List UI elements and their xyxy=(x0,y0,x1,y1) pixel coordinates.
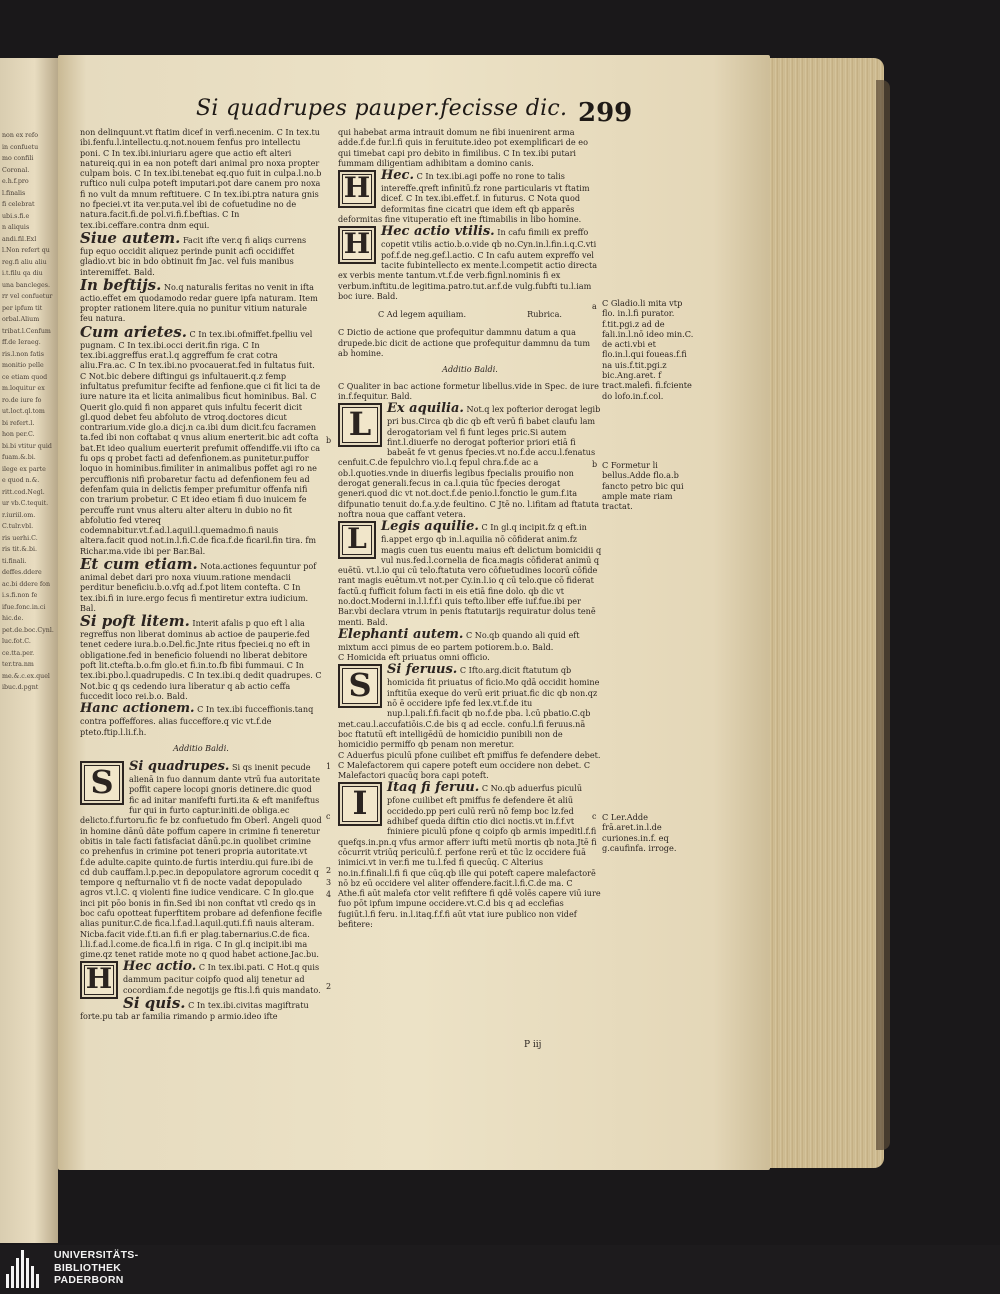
lemma-heading: Hanc actionem. xyxy=(80,701,195,717)
left-page-text-fragments xyxy=(2,130,56,1130)
left-page-fragment-line: ris tit.&.bi. xyxy=(2,546,37,553)
right-text-column xyxy=(338,127,602,1047)
left-page-fragment-line: Coronal. xyxy=(2,166,30,174)
logo-line: UNIVERSITÄTS- xyxy=(54,1249,139,1261)
lemma-heading: Si quis. xyxy=(123,994,186,1013)
left-page-fragment-line: ur vb.C.tequit. xyxy=(2,500,49,507)
paragraph: C Dictio de actione que profequitur dammnu datum a qua drupede.bic dicit de actione que profequitur dammnu da tum ab homine. xyxy=(338,327,590,359)
line-marker: 3 xyxy=(326,878,332,887)
left-page-fragment-line: me.&.c.ex.quel xyxy=(2,672,50,680)
margin-marker-c: c xyxy=(592,812,597,821)
left-page-fragment-line: in confuetu xyxy=(2,143,39,151)
paragraph: C Qualiter in bac actione formetur libellus.vide in Spec. de iure in.f.fequitur. Bald. xyxy=(338,380,599,401)
decorated-initial-l: L xyxy=(338,403,382,447)
paragraph: non delinquunt.vt ftatim dicef in verfi.necenim. C In tex.tu ibi.fenfu.l.intellectu.q.not.nouem fenfus pro intellectu poni. C In tex.ibi.iniuriaru agere que actio eft alteri natureiq.qui in ea non poteft dari animal pro noxa propter culpam bois. C In tex.ibi.tenebat eq.quo fuit in culpa.l.no.b ruftico nuli culpa poteft imputari.pot dare canem pro noxa fi no vult da mnum reftituere. C In tex.ibi.ptra natura gnis no fpeciei.vt ita ver.puta.vel ibi de cofuetudine no de natura.facit.fi.de pol.vi.fi.f.beftias. C In tex.ibi.ceffare.contra dnm equi. xyxy=(80,127,322,230)
left-page-fragment-line: r.iuriil.om. xyxy=(2,511,36,519)
line-marker: 2 xyxy=(326,982,332,991)
left-page-fragment-line: bi refert.l. xyxy=(2,419,35,427)
left-page-fragment-line: ro.de iure fo xyxy=(2,396,42,404)
running-title: Si quadrupes pauper.fecisse dic. xyxy=(196,96,568,121)
book-edge-shadow xyxy=(876,80,890,1150)
left-page-fragment-line: luc.fot.C. xyxy=(2,638,31,645)
left-page-fragment-line: ritt.cod.Negl. xyxy=(2,488,45,496)
lemma-heading: Hec actio. xyxy=(123,959,197,975)
left-page-fragment-line: una bancleges. xyxy=(2,281,50,289)
left-page-fragment-line: ut.loct.ql.tom xyxy=(2,408,45,415)
left-page-fragment-line: andi.fil.Exl xyxy=(2,235,37,243)
left-page-fragment-line: reg.fi aliu aliu xyxy=(2,258,47,266)
margin-note-a: C Gladio.li mita vtp flo. in.l.fi purator. f.tit.pgi.z ad de fali.in.l.nō ideo min.C. de acti.vbi et flo.in.l.qui foueas.f.fi na uis.f.tit.pgi.z bic.Ang.aret. f tract.malefi. fi.fciente do lofo.in.f.col. xyxy=(602,298,694,401)
logo-line: BIBLIOTHEK xyxy=(54,1261,122,1274)
left-page-fragment-line: per ipfum tit xyxy=(2,304,43,312)
left-page-fragment-line: orbal.Alium xyxy=(2,316,40,323)
rubric-line xyxy=(338,309,602,319)
left-page-fragment-line: non ex refo xyxy=(2,132,39,139)
left-page-fragment-line: ce.tta.per. xyxy=(2,649,35,657)
paragraph: Nota.actiones fequuntur pof animal debet dari pro noxa viuum.ratione mendacii perditur beneficiu.b.o.vfq ad.f.pot litem contefta. C In tex.ibi.fi in iure.ergo fecus fi mentiretur extra iudicium. Bal. xyxy=(80,560,317,613)
paragraph: No.q naturalis feritas no venit in ifta actio.effet em quodamodo redar guere ipfa naturam. Item propter rationem litere.quia no punitur vitium naturale feu natura. xyxy=(80,281,318,324)
folio-number: 299 xyxy=(578,98,633,128)
library-logo-icon xyxy=(6,1250,50,1290)
left-text-column xyxy=(80,127,322,1067)
paragraph: C In tex.ibi.agi poffe no rone to talis intereffe.qreft infinitū.fz rone particularis vt ftatim dicef. C In tex.ibi.effet.f. in futurus. C Nota quod deformitas fine cicatri que idem eft qb apparēs deformitas fine vituperatio eft ine ftimabilis in libo homine. xyxy=(338,171,590,225)
lemma-heading: Si quadrupes. xyxy=(129,759,230,775)
book-fore-edge xyxy=(764,58,884,1168)
decorated-initial-i: I xyxy=(338,782,382,826)
paragraph: Facit ifte ver.q fi aliqs currens fup equo occidit aliquez perinde punit acfi occidiffet gladio.vt bic in bdo obtinuit fm Jac. vel fuis manibus interemiffet. Bald. xyxy=(80,234,307,277)
left-page-fragment-line: ifue.fonc.in.ci xyxy=(2,603,46,611)
left-page-fragment-line: C.tulr.vbl. xyxy=(2,523,34,530)
left-page-fragment-line: deffes.ddere xyxy=(2,569,42,576)
left-page-fragment-line: rr vel confuetur xyxy=(2,293,53,300)
left-page-fragment-line: ilege ex parte xyxy=(2,465,46,473)
left-page-fragment-line: l.Non refert qu xyxy=(2,247,50,254)
margin-marker-c: c xyxy=(326,812,331,821)
paragraph: Si qs inenit pecude alienā in fuo dannum dante vtrū fua autoritate poffit capere locopi gnoris detinere.dic quod fic ad initar manifefti furti.ita & eft manifeftus fur qui in furto captur.initi.de obliga.ec delicto.f.furtoru.fic fe bz confuetudo fm Oberl. Angeli quod in homine dānū dāte poffum capere in crimine fi teneretur obitis in tale facti fatisfaciat dānū.pc.in quolibet crimine co prehenfus in crimine pot teneri propria autoritate.vt f.de adulte.capite quinto.de furtis interdiu.qui fure.ibi de cd dub cauffam.l.p.pec.in depopulatore agrorum cocedit q tempore q nefturnalio vt fi de nocte vadat depopulado agros vt.l.C. q violenti fine iudice vendicare. C In glo.que inci pit pōo bonis in fin.Sed ibi non conftat vtl credo qs in boc cafu opotteat fuperftitem probare ad defenfione fecifle alias punitur.C.de fica.l.f.ad.l.aquil.quti.f.fi nauis alteram. Nicba.facit vide.f.ti.an fi.fi er plag.tabernarius.C.de fica. l.li.f.ad.l.come.de fica.l.fi in riga. C In gl.q incipit.ibi ma gime.qz tenet ratide mote no q quod habet actione.Jac.bu. xyxy=(80,762,322,960)
logo-line: PADERBORN xyxy=(54,1274,124,1286)
line-marker: 1 xyxy=(326,762,332,771)
left-page-fragment-line: l.finalis xyxy=(2,189,26,197)
decorated-initial-h: H xyxy=(80,961,118,999)
left-page-fragment-line: ter.tra.nm xyxy=(2,661,34,668)
lemma-heading: Et cum etiam. xyxy=(80,554,198,573)
paragraph: C In gl.q incipit.fz q eft.in fi.appet ergo qb in.l.aquilia nō cōfiderat anim.fz magis cuen tus euentu maius eft delictum bomicidii q vul nus.fed.l.cornelia de fica.magis cōfiderat animū q euētū. vt.l.io qui cū telo.ftatuta vero cōfuetudines locorū cōfide rant magis euētum.vt not.per Cy.in.l.io q cū telo.que cō fiderat factū.q fufficit folum facti in eis etiā fine dolo. qb dic vt no.doct.Moderni in.l.l.f.f.i quis tefto.liber effe iuf.fue.ibi per Bar.vbi declara vtrum in penis ftatutarijs requiratur dolus tenē menti. Bald. xyxy=(338,522,602,627)
left-page-fragment-line: tribat.l.Cenfum xyxy=(2,327,51,335)
left-page-fragment-line: e quod n.&. xyxy=(2,477,40,484)
left-page-fragment-line: i.t.filu qa diu xyxy=(2,270,43,277)
left-page-edge xyxy=(0,58,58,1243)
lemma-heading: Itaq fi feruu. xyxy=(387,780,480,796)
margin-marker-b: b xyxy=(326,436,332,445)
left-page-fragment-line: ris.l.non fatis xyxy=(2,350,45,358)
paragraph: C No.qb aduerfus piculū pfone cuilibet eft pmiffus fe defendere ēt aliū occidedo.pp peri culū rerū nō femp boc lz.fed adhibef queda diftin ctio dici noctis.vt in.f.f.vt fniniere piculū pfone q coipfo qb armis impeditl.f.fi quefqs.in.pn.q vfus armor afferr iufti metū mortis qb nota.Jtē fi cōcurrit vtriūq periculū.f. perfone rerū et tūc lz occidere fuā inimici.vt in ver.fi me tu.l.fed fi quecūq. C Alterius no.in.f.finali.l.fi fi que cūq.qb ille qui poteft capere malefactorē nō bz eū occidere vel aliter offendere.facit.l.fi.C.de ma. C Athe.fi aūt malefa ctor velit refiftere fi qdē volēs capere viū iure fuo pōt ipfum impune occidere.vt.C.d bis q ad ecclefias fugiūt.l.fi feru. in.l.itaq.f.f.fi aūt vtat iure publico non videf befitere: xyxy=(338,783,601,929)
addition-heading: Additio Baldi. xyxy=(442,364,498,375)
lemma-heading: Siue autem. xyxy=(80,228,181,247)
line-marker: 4 xyxy=(326,890,332,899)
paragraph: qui habebat arma intrauit domum ne fibi inuenirent arma adde.f.de fur.l.fi quis in feruitute.ideo pot exemplificari de eo qui timebat capi pro debito in fimilibus. C In tex.ibi putari fummam diligentiam adhibitam a domino canis. xyxy=(338,127,588,168)
margin-marker-a: a xyxy=(592,302,597,311)
paragraph: C In tex.ibi fucceffionis.tanq contra poffeffores. alias fucceffore.q vic vt.f.de pteto.ftip.l.li.f.h. xyxy=(80,704,314,737)
left-page-fragment-line: bi.bi vtitur quid xyxy=(2,442,52,450)
lemma-heading: Hec actio vtilis. xyxy=(381,224,495,240)
left-page-fragment-line: ff.de Ieraeg. xyxy=(2,339,41,346)
left-page-fragment-line: pet.de.boc.Cynl. xyxy=(2,626,54,634)
addition-heading: Additio Baldi. xyxy=(173,742,229,753)
left-page-fragment-line: ac.bi ddere fon xyxy=(2,580,51,588)
lemma-heading: Si feruus. xyxy=(387,662,458,678)
decorated-initial-s: S xyxy=(338,664,382,708)
left-page-fragment-line: monitio pelle xyxy=(2,362,44,369)
left-page-fragment-line: ce etiam quod xyxy=(2,373,48,381)
lemma-heading: Ex aquilia. xyxy=(387,401,464,417)
lemma-heading: In beftijs. xyxy=(80,275,162,294)
paragraph: In cafu fimili ex preffo copetit vtilis actio.b.o.vide qb no.Cyn.in.l.fin.i.q.C.vti pof.f.de neg.gef.l.actio. C In cafu autem expreffo vel tacite fubintellecto ex mente.l.competit actio directa ex verbis mente tantum.vt.f.de verb.fignl.nominis fi ex verbum.inftitu.de legitima.patro.tut.ar.f.de vulg.fubfti tu.l.iam boc iure. Bald. xyxy=(338,227,598,301)
decorated-initial-h: H xyxy=(338,226,376,264)
left-page-fragment-line: fuam.&.bi. xyxy=(2,454,36,461)
lemma-heading: Hec. xyxy=(381,168,414,184)
rubric-label: Rubrica. xyxy=(527,309,562,320)
left-page-fragment-line: n aliquis xyxy=(2,224,30,231)
decorated-initial-l: L xyxy=(338,521,376,559)
left-page-fragment-line: ubi.s.fi.e xyxy=(2,212,30,220)
left-page-fragment-line: m.loquitur ex xyxy=(2,385,45,392)
paragraph: C No.qb quando ali quid eft mixtum acci pimus de eo partem potiorem.b.o. Bald. xyxy=(338,629,580,652)
left-page-fragment-line: hon per.C. xyxy=(2,431,35,438)
rubric-title: C Ad legem aquiliam. xyxy=(378,309,467,320)
left-page-fragment-line: fi celebrat xyxy=(2,201,35,208)
paragraph: Interit afalis p quo eft l alia regreffus non liberat dominus ab actioe de pauperie.fed tenet cedere iura.b.o.Del.fic.Jnte ritus fpeciei.q no eft in obligatione.fed in beneficio foluendi no liberat debitore poft lit.ctefta.b.o.fm glo.et fi.in.to.fb fibi fummaui. C In tex.ibi.pbo.l.quadrupedis. C In tex.ibi.q dedit quadrupes. C Not.bic q qs cedendo iura liberatur q ab actio ceffa fuccedit loco rei.b.o. Bald. xyxy=(80,618,322,701)
left-page-fragment-line: mo confili xyxy=(2,155,34,162)
paragraph: C In tex.ibi.ofmiffet.fpelliu vel pugnam. C In tex.ibi.occi derit.fin riga. C In tex.ibi.aggreffus erat.l.q aggreffum fe crat cotra aliu.Fra.ac. C In tex.ibi.no pvocauerat.fed in fultatus fuit. C Not.bic debere diftingui gs infultauerit.q.z femp infultatus prefumitur fecifte ad fenfione.que ci fit lici ta de iure nature ita et licita animalibus ficut hominibus. Bal. C Querit glo.quid fi non apparet quis infultu fecerit dicit gl.quod debet feu abfoluto de vtroq.doctores dicut contrarium.vide glo.a dicj.n ca.ibi dum dicit.fcu facramen ta.fed ibi non coftabat q vnus alium enerterit.bic adt cofta bat.Et ideo qualium euerterit prefumit offendiffe.vii ifto ca fu ops q probet facti ad defenfionem.as punitetur.puffor loquo in hominibus.fimiliter in animalibus poffet agi ro ne percuffionis nifi probaretur factu ad defenfionem feu ad defenfam quia in delictis femper prefumitur offenfa nifi con trarium probetur. C Et ideo etiam fi duo inuicem fe percuffe runt vnus alteru alter alteru in dubio no fit abfolutio fed vtereq codemnabitur.vt.f.ad.l.aquil.l.quemadmo.fi nauis altera.facit quod not.in.l.fi.C.de fica.f.de ficaril.fin tira. fm Richar.ma.vide ibi per Bar.Bal. xyxy=(80,328,321,556)
line-marker: 2 xyxy=(326,866,332,875)
paragraph: C In tex.ibi.civitas magiftratu forte.pu tab ar familia rimando p armio.ideo ifte xyxy=(80,1000,309,1022)
lemma-heading: Si poft litem. xyxy=(80,612,190,631)
lemma-heading: Elephanti autem. xyxy=(338,626,464,642)
margin-note-c: C Ler.Adde frā.aret.in.l.de curiones.in.f. eq g.caufinfa. irroge. xyxy=(602,812,677,853)
left-page-fragment-line: i.s.fi.non fe xyxy=(2,592,38,599)
left-page-fragment-line: ti.finali. xyxy=(2,557,27,565)
paragraph: C Ifto.arg.dicit ftatutum qb homicida fit priuatus of ficio.Mo qdā occidit homine inftitūa exeque do verū erit priuat.fic dic qb non.qz nō ē occidere ipfe fed lex.vt.f.de itu nup.l.pali.f.fi.facit qb no.f.de pba. l.cū pbatio.C.qb met.cau.l.accufatiōis.C.de bis q ad eccle. confu.l.fi feruus.nā boc ftatutū eft intelligēdū de homicidio punibili non de homicidio permiffo qb penam non meretur. xyxy=(338,665,600,750)
margin-marker-b: b xyxy=(592,460,598,469)
library-logo-bar xyxy=(0,1245,1000,1294)
paragraph: C In tex.ibi.pati. C Hot.q quis dammum pacitur coipfo quod alij tenetur ad cocordiam.f.de negotijs ge ftis.l.fi quis mandato. xyxy=(123,962,321,995)
margin-note-b: C Formetur li bellus.Adde flo.a.b fancto petro bic qui ample mate riam tractat. xyxy=(602,460,684,512)
paragraph: C Homicida eft priuatus omni officio. xyxy=(338,652,490,663)
left-page-fragment-line: ibuc.d.pgnt xyxy=(2,684,39,691)
lemma-heading: Legis aquilie. xyxy=(381,519,479,535)
library-logo-text xyxy=(54,1249,138,1287)
lemma-heading: Cum arietes. xyxy=(80,322,187,341)
decorated-initial-h: H xyxy=(338,170,376,208)
left-page-fragment-line: hic.de. xyxy=(2,615,24,622)
paragraph: Not.q lex pofterior derogat legib pri bus.Circa qb dic qb eft verū fi babet claufu lam derogatoriam vel fi funt leges pric.Si autem fint.l.diuerfe no derogat pofterior priori etiā fi babeāt fe vt genus fpecies.vt no.f.de accu.l.fenatus cenfuit.C.de fepulchro vio.l.q fepul chra.f.de ac a ob.l.quoties.vnde in diuerfis legibus fpecialis prouifio non derogat generali.fecus in ca.l.quia tūc fpecies derogat generi.quod dic vt not.doct.f.de penio.l.fonctio le gum.f.ita difpunatio tenuit do.f.a.y.de feultino. C Jtē no. l.ifitam ad ftatuta noftra noua que caffant vetera. xyxy=(338,404,601,519)
left-page-fragment-line: ris uerhi.C. xyxy=(2,534,38,542)
signature-mark: P iij xyxy=(524,1040,542,1050)
decorated-initial-s: S xyxy=(80,761,124,805)
left-page-fragment-line: e.h.f.pro xyxy=(2,178,29,185)
paragraph: C Aduerfus piculū pfone cuilibet eft pmiffus fe defendere debet. C Malefactorem qui capere poteft eum occidere non debet. C Malefactori quacūq bora capi poteft. xyxy=(338,749,601,781)
